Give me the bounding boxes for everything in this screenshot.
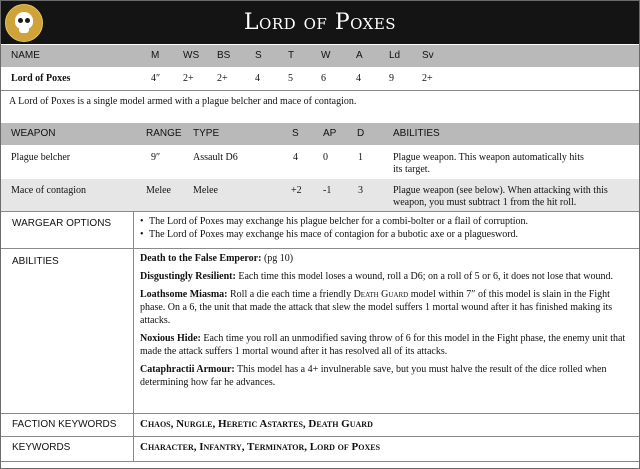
stat-header-m: M <box>151 50 160 61</box>
ability-text: Each time this model loses a wound, roll a D6; on a roll of 5 or 6, it does not lose that wound. <box>238 271 614 282</box>
weapon-header-range: RANGE <box>146 128 182 139</box>
divider <box>1 211 639 212</box>
divider <box>1 436 639 437</box>
keywords-label: KEYWORDS <box>12 442 71 453</box>
weapon-header-abilities: ABILITIES <box>393 128 440 139</box>
stat-header-t: T <box>288 50 295 61</box>
ability-name: Cataphractii Armour: <box>140 364 235 375</box>
weapon-ap: 0 <box>323 152 328 163</box>
wargear-item: • The Lord of Poxes may exchange his mace of contagion for a bubotic axe or a plaguesword. <box>140 228 630 241</box>
ability-name: Disgustingly Resilient: <box>140 271 236 282</box>
ability-name: Noxious Hide: <box>140 333 201 344</box>
faction-keywords-label: FACTION KEYWORDS <box>12 419 117 430</box>
section-divider <box>133 249 134 413</box>
weapon-ability-line: its target. <box>393 164 431 175</box>
divider <box>1 248 639 249</box>
section-divider <box>133 212 134 248</box>
faction-keywords: Chaos, Nurgle, Heretic Astartes, Death Guard <box>140 418 373 430</box>
unit-title: Lord of Poxes <box>243 10 397 35</box>
ability-entry <box>140 252 630 265</box>
stat-t: 5 <box>288 73 293 84</box>
divider <box>1 413 639 414</box>
weapon-name: Plague belcher <box>11 152 71 163</box>
stat-header-bs: BS <box>217 50 231 61</box>
ability-entry <box>140 363 630 389</box>
section-divider <box>133 437 134 461</box>
weapon-header-ap: AP <box>323 128 337 139</box>
stat-ld: 9 <box>389 73 394 84</box>
weapon-ability-line: weapon, you must subtract 1 from the hit roll. <box>393 197 577 208</box>
divider <box>1 461 639 462</box>
weapon-range: Melee <box>146 185 171 196</box>
weapon-header-weapon: WEAPON <box>11 128 56 139</box>
stat-w: 6 <box>321 73 326 84</box>
stat-header-row <box>1 45 639 67</box>
weapon-name: Mace of contagion <box>11 185 86 196</box>
ability-entry <box>140 270 630 283</box>
keywords: Character, Infantry, Terminator, Lord of Poxes <box>140 441 381 453</box>
stat-a: 4 <box>356 73 361 84</box>
unit-description: A Lord of Poxes is a single model armed with a plague belcher and mace of contagion. <box>9 96 357 107</box>
weapon-damage: 1 <box>358 152 363 163</box>
ability-text: Each time you roll an unmodified saving throw of 6 for this model in the Fight phase, the enemy unit that made the attack suffers 1 mortal wound after it has resolved all of its attacks. <box>140 333 626 357</box>
stat-ws: 2+ <box>183 73 194 84</box>
wargear-item: • The Lord of Poxes may exchange his plague belcher for a combi-bolter or a flail of corruption. <box>140 215 630 228</box>
weapon-range: 9″ <box>151 152 161 163</box>
ability-text: model within 7″ of this model is slain in the Fight phase. On a 6, the unit that made the attack that slew the model suffers 1 mortal wound after it has finished making its attacks. <box>140 289 613 326</box>
weapon-ap: -1 <box>323 185 332 196</box>
stat-header-sv: Sv <box>422 50 434 61</box>
weapon-row <box>1 179 639 211</box>
wargear-options <box>140 215 630 241</box>
weapon-row <box>1 145 639 179</box>
ability-text: Roll a die each time a friendly <box>230 289 352 300</box>
ability-keyword: Death Guard <box>353 289 409 300</box>
stat-value-row <box>1 67 639 89</box>
stat-m: 4″ <box>151 73 161 84</box>
stat-name: Lord of Poxes <box>11 73 71 84</box>
stat-header-ws: WS <box>183 50 200 61</box>
section-divider <box>133 414 134 436</box>
stat-bs: 2+ <box>217 73 228 84</box>
weapon-strength: 4 <box>293 152 298 163</box>
stat-s: 4 <box>255 73 260 84</box>
abilities-list <box>140 252 630 394</box>
weapon-header-d: D <box>357 128 365 139</box>
stat-header-w: W <box>321 50 331 61</box>
weapon-damage: 3 <box>358 185 363 196</box>
stat-sv: 2+ <box>422 73 433 84</box>
ability-entry <box>140 288 630 327</box>
wargear-label: WARGEAR OPTIONS <box>12 218 112 229</box>
abilities-label: ABILITIES <box>12 256 59 267</box>
ability-text: (pg 10) <box>263 253 294 264</box>
ability-text: This model has a 4+ invulnerable save, but you must halve the result of the dice rolled when determining how far he advances. <box>140 364 607 388</box>
weapon-type: Melee <box>193 185 218 196</box>
stat-header-a: A <box>356 50 363 61</box>
ability-name: Death to the False Emperor: <box>140 253 262 264</box>
weapon-type: Assault D6 <box>193 152 238 163</box>
weapon-header-row <box>1 123 639 145</box>
ability-name: Loathsome Miasma: <box>140 289 228 300</box>
stat-header-s: S <box>255 50 262 61</box>
stat-header-ld: Ld <box>389 50 401 61</box>
weapon-strength: +2 <box>291 185 302 196</box>
divider <box>1 90 639 91</box>
weapon-ability-line: Plague weapon (see below). When attacking with this <box>393 185 608 196</box>
weapon-header-s: S <box>292 128 299 139</box>
ability-entry <box>140 332 630 358</box>
title-bar <box>1 1 639 44</box>
weapon-ability-line: Plague weapon. This weapon automatically hits <box>393 152 584 163</box>
stat-header-name: NAME <box>11 50 40 61</box>
weapon-header-type: TYPE <box>193 128 220 139</box>
